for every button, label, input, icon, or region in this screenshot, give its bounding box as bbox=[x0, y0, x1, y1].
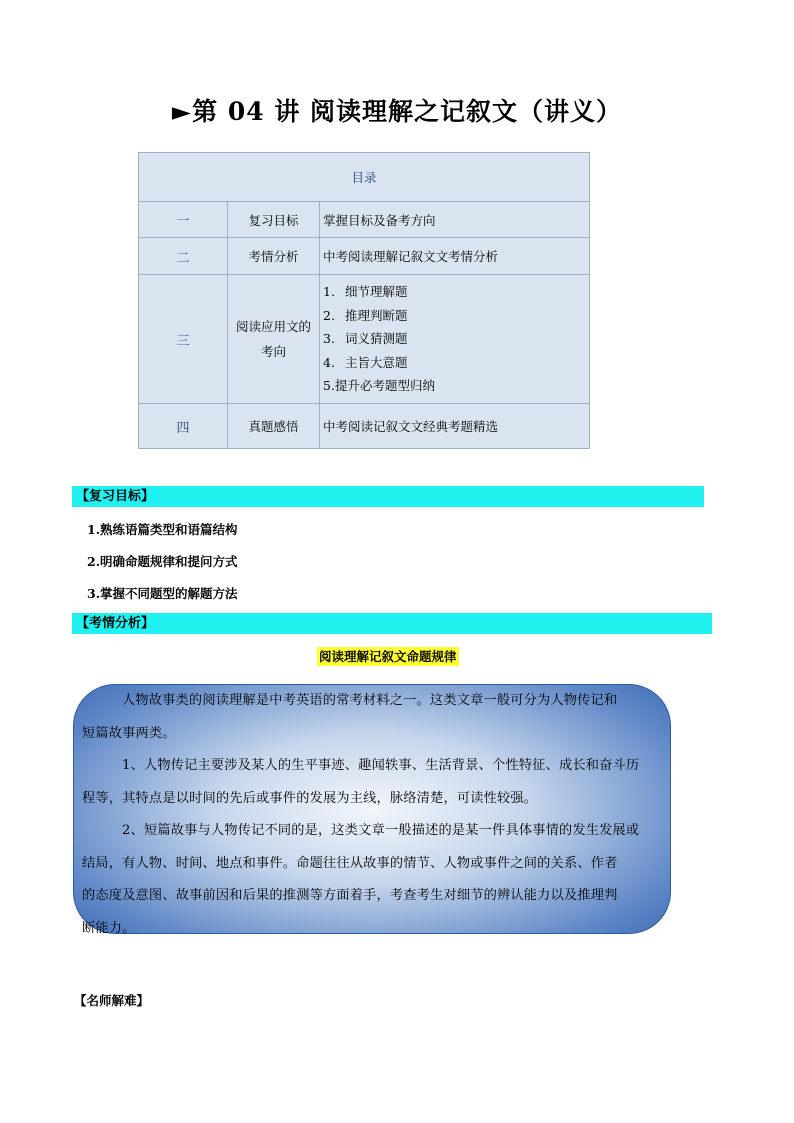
analysis-text-line: 1、人物传记主要涉及某人的生平事迹、趣闻轶事、生活背景、个性特征、成长和奋斗历 bbox=[122, 758, 640, 773]
toc-row bbox=[139, 238, 590, 275]
page-title: ►第 04 讲 阅读理解之记叙文（讲义） bbox=[171, 97, 623, 126]
analysis-panel bbox=[73, 684, 671, 934]
toc-row-number: 四 bbox=[139, 404, 228, 449]
toc-list-item: 5.提升必考题型归纳 bbox=[323, 378, 435, 394]
analysis-subtitle: 阅读理解记叙文命题规律 bbox=[319, 649, 457, 664]
toc-row-description: 中考阅读记叙文文经典考题精选 bbox=[320, 404, 590, 449]
toc-row-topic: 考情分析 bbox=[228, 238, 320, 275]
toc-list-item: 4. 主旨大意题 bbox=[323, 354, 408, 370]
analysis-text-line: 人物故事类的阅读理解是中考英语的常考材料之一。这类文章一般可分为人物传记和 bbox=[122, 693, 618, 708]
toc-header: 目录 bbox=[139, 153, 590, 202]
toc-row bbox=[139, 404, 590, 449]
toc-row-topic: 真题感悟 bbox=[228, 404, 320, 449]
toc-row-topic bbox=[228, 275, 320, 404]
toc-row-number: 一 bbox=[139, 202, 228, 238]
exam-analysis-heading: 【考情分析】 bbox=[72, 613, 712, 634]
toc-row-number: 三 bbox=[139, 275, 228, 404]
toc-row bbox=[139, 275, 590, 404]
review-goal-item: 2.明确命题规律和提问方式 bbox=[87, 554, 238, 569]
analysis-text-line: 断能力。 bbox=[82, 920, 136, 936]
analysis-text-line: 结局，有人物、时间、地点和事件。命题往往从故事的情节、人物或事件之间的关系、作者 bbox=[82, 855, 618, 871]
analysis-text-line: 程等，其特点是以时间的先后或事件的发展为主线，脉络清楚，可读性较强。 bbox=[82, 790, 538, 806]
toc-row bbox=[139, 202, 590, 238]
analysis-text-line: 2、短篇故事与人物传记不同的是，这类文章一般描述的是某一件具体事情的发生发展或 bbox=[122, 823, 640, 838]
toc-topic-line: 考向 bbox=[260, 344, 286, 359]
toc-row-description: 中考阅读理解记叙文文考情分析 bbox=[320, 238, 590, 275]
toc-table bbox=[138, 152, 590, 449]
toc-topic-line: 阅读应用文的 bbox=[235, 319, 311, 334]
toc-list-item: 3. 词义猜测题 bbox=[323, 331, 408, 347]
review-goal-item: 3.掌握不同题型的解题方法 bbox=[87, 586, 238, 601]
analysis-text-line: 短篇故事两类。 bbox=[82, 725, 176, 741]
toc-list-item: 2. 推理判断题 bbox=[323, 307, 408, 323]
toc-row-description bbox=[320, 275, 590, 404]
teacher-heading: 【名师解难】 bbox=[74, 993, 150, 1008]
toc-row-topic: 复习目标 bbox=[228, 202, 320, 238]
toc-row-description: 掌握目标及备考方向 bbox=[320, 202, 590, 238]
review-goal-item: 1.熟练语篇类型和语篇结构 bbox=[87, 522, 238, 537]
toc-list-item: 1. 细节理解题 bbox=[323, 284, 408, 300]
review-goals-heading: 【复习目标】 bbox=[72, 486, 704, 507]
toc-row-number: 二 bbox=[139, 238, 228, 275]
analysis-text-line: 的态度及意图、故事前因和后果的推测等方面着手，考查考生对细节的辨认能力以及推理判 bbox=[82, 888, 618, 903]
